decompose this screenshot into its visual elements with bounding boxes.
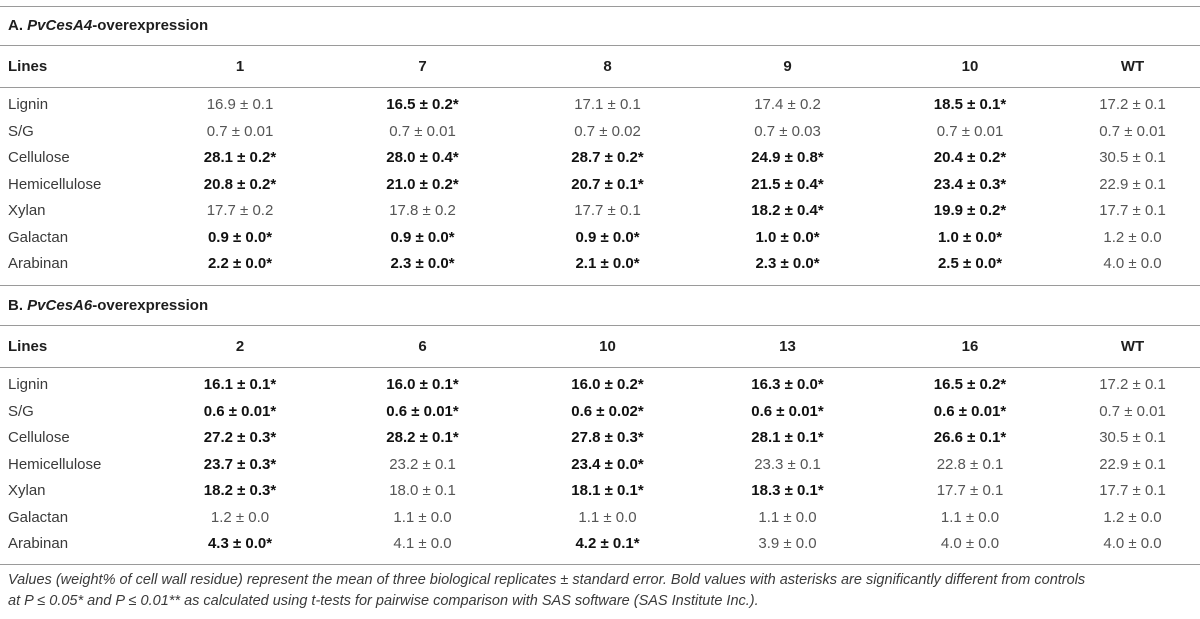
value-cell: 0.9 ± 0.0* — [390, 228, 455, 246]
value-cell: 1.1 ± 0.0 — [940, 508, 1000, 526]
value-cell: 1.2 ± 0.0 — [1103, 228, 1162, 246]
value-cell: 0.6 ± 0.01* — [203, 402, 277, 420]
value-cell: 0.7 ± 0.01 — [1099, 402, 1166, 420]
value-cell: 21.5 ± 0.4* — [751, 175, 824, 193]
column-header: 10 — [599, 338, 616, 355]
header-lines-label: Lines — [8, 338, 48, 355]
row-label: Hemicellulose — [8, 175, 102, 193]
table-row — [0, 506, 1200, 532]
value-cell: 22.9 ± 0.1 — [1099, 175, 1166, 193]
row-label: Cellulose — [8, 149, 70, 166]
section-a-title-gene: PvCesA4 — [27, 17, 93, 34]
row-label: Galactan — [8, 228, 69, 246]
value-cell: 2.2 ± 0.0* — [207, 255, 273, 272]
value-cell: 22.8 ± 0.1 — [936, 455, 1004, 473]
row-label: Xylan — [8, 202, 46, 219]
value-cell: 23.4 ± 0.0* — [571, 455, 644, 473]
section-b-title — [8, 294, 208, 318]
value-cell: 2.1 ± 0.0* — [575, 255, 640, 272]
value-cell: 23.3 ± 0.1 — [754, 455, 821, 473]
section-b-title-suffix: -overexpression — [92, 297, 209, 314]
value-cell: 1.1 ± 0.0 — [758, 508, 817, 526]
section-b-bottom-rule — [0, 564, 1200, 565]
table-row — [0, 93, 1200, 119]
section-b-header-rule — [0, 367, 1200, 368]
value-cell: 26.6 ± 0.1* — [933, 429, 1007, 446]
value-cell: 16.1 ± 0.1* — [203, 376, 277, 393]
value-cell: 0.7 ± 0.01 — [206, 122, 274, 140]
value-cell: 0.7 ± 0.01 — [389, 122, 456, 140]
value-cell: 17.2 ± 0.1 — [1099, 96, 1166, 113]
row-label: Xylan — [8, 482, 46, 499]
value-cell: 1.2 ± 0.0 — [1103, 508, 1162, 526]
value-cell: 4.2 ± 0.1* — [575, 535, 640, 552]
value-cell: 18.0 ± 0.1 — [389, 482, 456, 499]
table-row — [0, 252, 1200, 278]
value-cell: 28.1 ± 0.1* — [751, 429, 824, 446]
column-header: 1 — [235, 58, 245, 75]
value-cell: 4.0 ± 0.0 — [940, 535, 1000, 552]
footnote-line-1: Values (weight% of cell wall residue) represent the mean of three biological replicates ± standard error. Bold values with asterisks are significantly different from controls — [8, 572, 1086, 588]
row-label: Cellulose — [8, 429, 70, 446]
value-cell: 4.1 ± 0.0 — [393, 535, 452, 552]
top-rule — [0, 6, 1200, 7]
section-a-title-prefix: A. — [8, 17, 28, 34]
value-cell: 30.5 ± 0.1 — [1099, 149, 1166, 166]
row-label: Hemicellulose — [8, 455, 102, 473]
value-cell: 23.7 ± 0.3* — [203, 455, 277, 473]
value-cell: 18.5 ± 0.1* — [933, 96, 1007, 113]
section-a-title-suffix: -overexpression — [92, 17, 209, 34]
value-cell: 28.1 ± 0.2* — [203, 149, 277, 166]
value-cell: 22.9 ± 0.1 — [1099, 455, 1166, 473]
section-b-header-row — [0, 335, 1200, 359]
section-a-bottom-rule — [0, 285, 1200, 286]
value-cell: 23.2 ± 0.1 — [389, 455, 456, 473]
value-cell: 28.0 ± 0.4* — [386, 149, 459, 166]
value-cell: 16.5 ± 0.2* — [386, 96, 459, 113]
value-cell: 17.7 ± 0.2 — [206, 202, 274, 219]
table-row — [0, 146, 1200, 172]
value-cell: 18.3 ± 0.1* — [751, 482, 824, 499]
section-a-title — [8, 14, 208, 38]
value-cell: 18.2 ± 0.3* — [203, 482, 277, 499]
table-row — [0, 479, 1200, 505]
value-cell: 28.2 ± 0.1* — [386, 429, 459, 446]
value-cell: 21.0 ± 0.2* — [386, 175, 459, 193]
value-cell: 2.3 ± 0.0* — [390, 255, 455, 272]
value-cell: 27.2 ± 0.3* — [203, 429, 277, 446]
table-row — [0, 226, 1200, 252]
value-cell: 0.7 ± 0.02 — [574, 122, 641, 140]
value-cell: 24.9 ± 0.8* — [751, 149, 824, 166]
value-cell: 4.0 ± 0.0 — [1103, 255, 1162, 272]
value-cell: 19.9 ± 0.2* — [933, 202, 1007, 219]
table-row — [0, 120, 1200, 146]
value-cell: 17.7 ± 0.1 — [1099, 482, 1166, 499]
value-cell: 28.7 ± 0.2* — [571, 149, 644, 166]
section-b-title-gene: PvCesA6 — [27, 297, 93, 314]
column-header: 6 — [418, 338, 427, 355]
value-cell: 27.8 ± 0.3* — [571, 429, 644, 446]
value-cell: 1.0 ± 0.0* — [937, 228, 1003, 246]
row-label: S/G — [8, 122, 34, 140]
value-cell: 16.9 ± 0.1 — [206, 96, 274, 113]
column-header: 2 — [235, 338, 245, 355]
value-cell: 0.6 ± 0.01* — [933, 402, 1007, 420]
row-label: Lignin — [8, 96, 49, 113]
value-cell: 0.9 ± 0.0* — [207, 228, 273, 246]
value-cell: 18.1 ± 0.1* — [571, 482, 644, 499]
value-cell: 17.7 ± 0.1 — [936, 482, 1004, 499]
value-cell: 2.5 ± 0.0* — [937, 255, 1003, 272]
value-cell: 0.6 ± 0.01* — [386, 402, 459, 420]
value-cell: 17.8 ± 0.2 — [389, 202, 456, 219]
value-cell: 0.7 ± 0.01 — [936, 122, 1004, 140]
table-row — [0, 173, 1200, 199]
column-header: 13 — [779, 338, 796, 355]
column-header: 10 — [961, 58, 979, 75]
table-footnote — [8, 570, 1194, 612]
value-cell: 1.0 ± 0.0* — [755, 228, 820, 246]
table-row — [0, 199, 1200, 225]
row-label: S/G — [8, 402, 34, 420]
table-row — [0, 532, 1200, 558]
value-cell: 17.7 ± 0.1 — [1099, 202, 1166, 219]
table-row — [0, 426, 1200, 452]
value-cell: 2.3 ± 0.0* — [755, 255, 820, 272]
value-cell: 0.7 ± 0.03 — [754, 122, 821, 140]
value-cell: 4.3 ± 0.0* — [207, 535, 273, 552]
value-cell: 0.7 ± 0.01 — [1099, 122, 1166, 140]
value-cell: 1.2 ± 0.0 — [210, 508, 270, 526]
section-b-title-rule — [0, 325, 1200, 326]
section-b-title-prefix: B. — [8, 297, 28, 314]
column-header: 16 — [961, 338, 979, 355]
value-cell: 16.5 ± 0.2* — [933, 376, 1007, 393]
row-label: Lignin — [8, 376, 49, 393]
value-cell: 30.5 ± 0.1 — [1099, 429, 1166, 446]
value-cell: 18.2 ± 0.4* — [751, 202, 824, 219]
column-header: 8 — [603, 58, 612, 75]
column-header: WT — [1120, 338, 1145, 355]
value-cell: 1.1 ± 0.0 — [393, 508, 452, 526]
value-cell: 17.7 ± 0.1 — [574, 202, 641, 219]
value-cell: 16.0 ± 0.2* — [571, 376, 644, 393]
value-cell: 16.0 ± 0.1* — [386, 376, 459, 393]
value-cell: 20.8 ± 0.2* — [203, 175, 277, 193]
table-row — [0, 373, 1200, 399]
value-cell: 0.6 ± 0.02* — [571, 402, 644, 420]
value-cell: 4.0 ± 0.0 — [1103, 535, 1162, 552]
value-cell: 17.1 ± 0.1 — [574, 96, 641, 113]
section-a-title-rule — [0, 45, 1200, 46]
value-cell: 3.9 ± 0.0 — [758, 535, 817, 552]
value-cell: 16.3 ± 0.0* — [751, 376, 824, 393]
column-header: WT — [1120, 58, 1145, 75]
footnote-line-2: at P ≤ 0.05* and P ≤ 0.01** as calculated using t-tests for pairwise comparison with SAS software (SAS Institute Inc.). — [8, 593, 759, 609]
value-cell: 0.6 ± 0.01* — [751, 402, 824, 420]
row-label: Arabinan — [8, 255, 69, 272]
value-cell: 23.4 ± 0.3* — [933, 175, 1007, 193]
value-cell: 0.9 ± 0.0* — [575, 228, 640, 246]
row-label: Arabinan — [8, 535, 69, 552]
table-row — [0, 453, 1200, 479]
column-header: 7 — [418, 58, 427, 75]
section-a-header-rule — [0, 87, 1200, 88]
column-header: 9 — [783, 58, 792, 75]
value-cell: 20.7 ± 0.1* — [571, 175, 644, 193]
table-row — [0, 400, 1200, 426]
value-cell: 1.1 ± 0.0 — [578, 508, 637, 526]
section-a-header-row — [0, 55, 1200, 79]
value-cell: 20.4 ± 0.2* — [933, 149, 1007, 166]
header-lines-label: Lines — [8, 58, 48, 75]
value-cell: 17.2 ± 0.1 — [1099, 376, 1166, 393]
row-label: Galactan — [8, 508, 69, 526]
value-cell: 17.4 ± 0.2 — [754, 96, 821, 113]
